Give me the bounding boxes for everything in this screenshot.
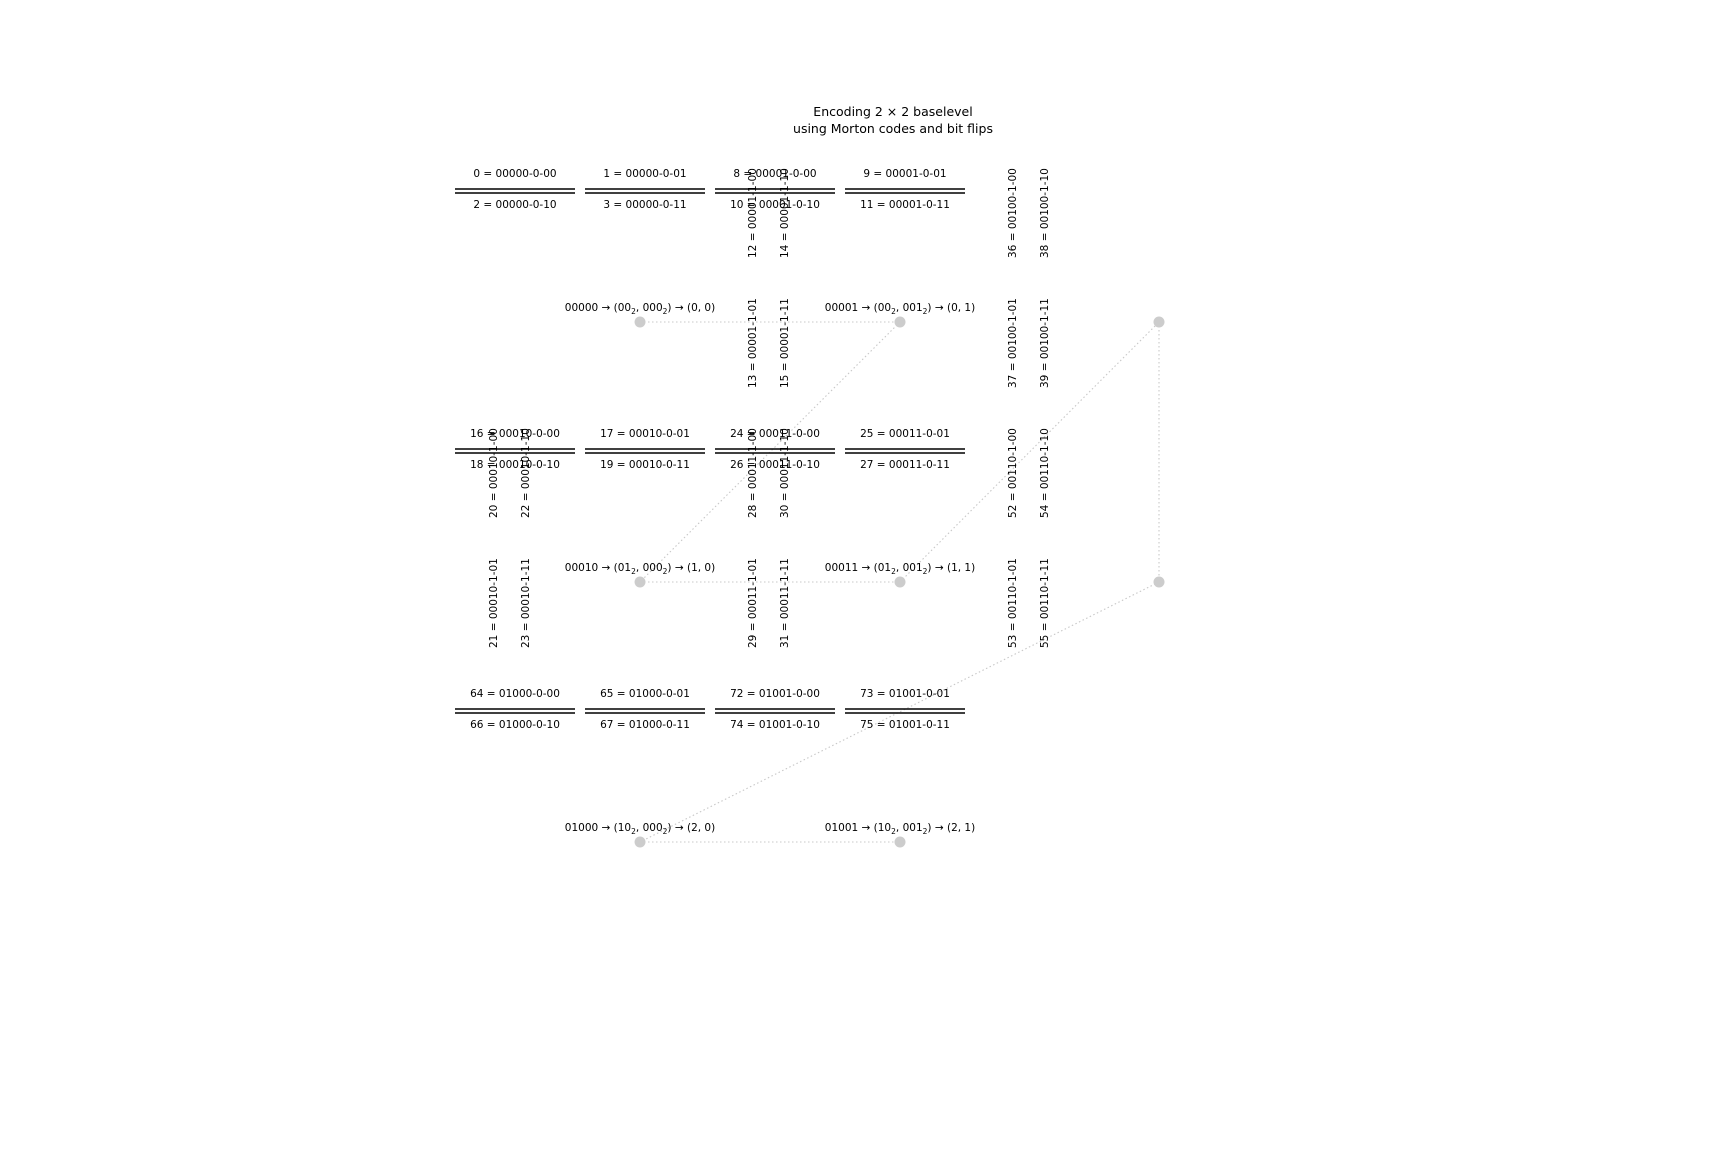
node-dot (635, 317, 646, 328)
grid-node (565, 822, 715, 848)
edge-label-top: 24 = 00011-0-00 (730, 428, 820, 440)
vertical-edge-label: 21 = 00010-1-01 (488, 558, 500, 648)
edge-label-top: 72 = 01001-0-00 (730, 688, 820, 700)
node-dot (895, 317, 906, 328)
node-dot (635, 837, 646, 848)
node-dot (895, 837, 906, 848)
grid-node (825, 562, 975, 588)
edge-label-bottom: 11 = 00001-0-11 (860, 199, 950, 211)
edge-pair (585, 688, 705, 731)
connector-segment (640, 582, 1159, 842)
vertical-edge-label: 20 = 00010-1-00 (488, 428, 500, 518)
edge-pair (585, 168, 705, 211)
edge-label-top: 1 = 00000-0-01 (603, 168, 687, 180)
grid-node (825, 302, 975, 328)
vertical-edge-label: 36 = 00100-1-00 (1007, 168, 1019, 258)
node-label: $01001 \to (10_2$, $001_2) \to (2$, 1) (824, 822, 976, 836)
edge-label-bottom: 26 = 00011-0-10 (730, 459, 820, 471)
edge-label-top: 17 = 00010-0-01 (600, 428, 690, 440)
vertical-edge-label: 13 = 00001-1-01 (747, 298, 759, 388)
edge-pair (455, 688, 575, 731)
edge-label-bottom: 19 = 00010-0-11 (600, 459, 690, 471)
connector-segment (900, 322, 1159, 582)
vertical-edge-label: 31 = 00011-1-11 (779, 558, 791, 648)
vertical-edge-label: 15 = 00001-1-11 (779, 298, 791, 388)
edge-label-top: 73 = 01001-0-01 (860, 688, 950, 700)
vertical-edge-label: 22 = 00010-1-10 (520, 428, 532, 518)
node-dot (895, 577, 906, 588)
vertical-edge-label: 14 = 00001-1-10 (779, 168, 791, 258)
node-label: $00001 \to (00_2$, $001_2) \to (0$, 1) (824, 302, 976, 316)
vertical-edge-label: 39 = 00100-1-11 (1039, 298, 1051, 388)
edge-label-bottom: 75 = 01001-0-11 (860, 719, 950, 731)
edge-pair (845, 168, 965, 211)
node-label: $00010 \to (01_2$, $000_2) \to (1$, 0) (564, 562, 716, 576)
edge-label-bottom: 3 = 00000-0-11 (603, 199, 687, 211)
edge-label-bottom: 74 = 01001-0-10 (730, 719, 820, 731)
vertical-edge-label: 54 = 00110-1-10 (1039, 428, 1051, 518)
grid-node (825, 822, 975, 848)
vertical-edge-label: 29 = 00011-1-01 (747, 558, 759, 648)
edge-label-top: 8 = 00001-0-00 (733, 168, 817, 180)
vertical-edge-label: 28 = 00011-1-00 (747, 428, 759, 518)
vertical-edge-label: 53 = 00110-1-01 (1007, 558, 1019, 648)
vertical-edge-label: 12 = 00001-1-00 (747, 168, 759, 258)
edge-label-bottom: 18 = 00010-0-10 (470, 459, 560, 471)
title-line-1: Encoding 2 × 2 baselevel (813, 104, 973, 119)
auxiliary-node-dot (1154, 317, 1165, 328)
edge-pair (715, 428, 835, 471)
edge-pair (845, 688, 965, 731)
auxiliary-node-dot (1154, 577, 1165, 588)
edge-label-bottom: 27 = 00011-0-11 (860, 459, 950, 471)
edge-pair (845, 428, 965, 471)
edge-label-bottom: 66 = 01000-0-10 (470, 719, 560, 731)
edge-pair (715, 168, 835, 211)
edge-label-bottom: 10 = 00001-0-10 (730, 199, 820, 211)
grid-node (565, 302, 715, 328)
edge-label-top: 64 = 01000-0-00 (470, 688, 560, 700)
vertical-edge-label: 30 = 00011-1-10 (779, 428, 791, 518)
edge-label-top: 0 = 00000-0-00 (473, 168, 557, 180)
edge-label-bottom: 67 = 01000-0-11 (600, 719, 690, 731)
connector-segment (640, 322, 900, 582)
edge-pair (715, 688, 835, 731)
edge-pair (455, 168, 575, 211)
vertical-edge-label: 38 = 00100-1-10 (1039, 168, 1051, 258)
edge-label-top: 25 = 00011-0-01 (860, 428, 950, 440)
vertical-edge-label: 55 = 00110-1-11 (1039, 558, 1051, 648)
vertical-edge-label: 52 = 00110-1-00 (1007, 428, 1019, 518)
edge-pair (585, 428, 705, 471)
edge-label-top: 9 = 00001-0-01 (863, 168, 947, 180)
grid-node (565, 562, 715, 588)
edge-label-top: 65 = 01000-0-01 (600, 688, 690, 700)
edge-label-bottom: 2 = 00000-0-10 (473, 199, 557, 211)
vertical-edge-label: 37 = 00100-1-01 (1007, 298, 1019, 388)
title-line-2: using Morton codes and bit flips (793, 121, 993, 136)
edge-label-top: 16 = 00010-0-00 (470, 428, 560, 440)
node-label: $01000 \to (10_2$, $000_2) \to (2$, 0) (564, 822, 716, 836)
node-label: $00011 \to (01_2$, $001_2) \to (1$, 1) (824, 562, 976, 576)
edge-pair (455, 428, 575, 471)
node-label: $00000 \to (00_2$, $000_2) \to (0$, 0) (564, 302, 716, 316)
grid-nodes (565, 302, 1165, 848)
vertical-edge-label: 23 = 00010-1-11 (520, 558, 532, 648)
vertical-edge-labels (488, 168, 1051, 648)
node-dot (635, 577, 646, 588)
diagram-title (793, 104, 993, 136)
